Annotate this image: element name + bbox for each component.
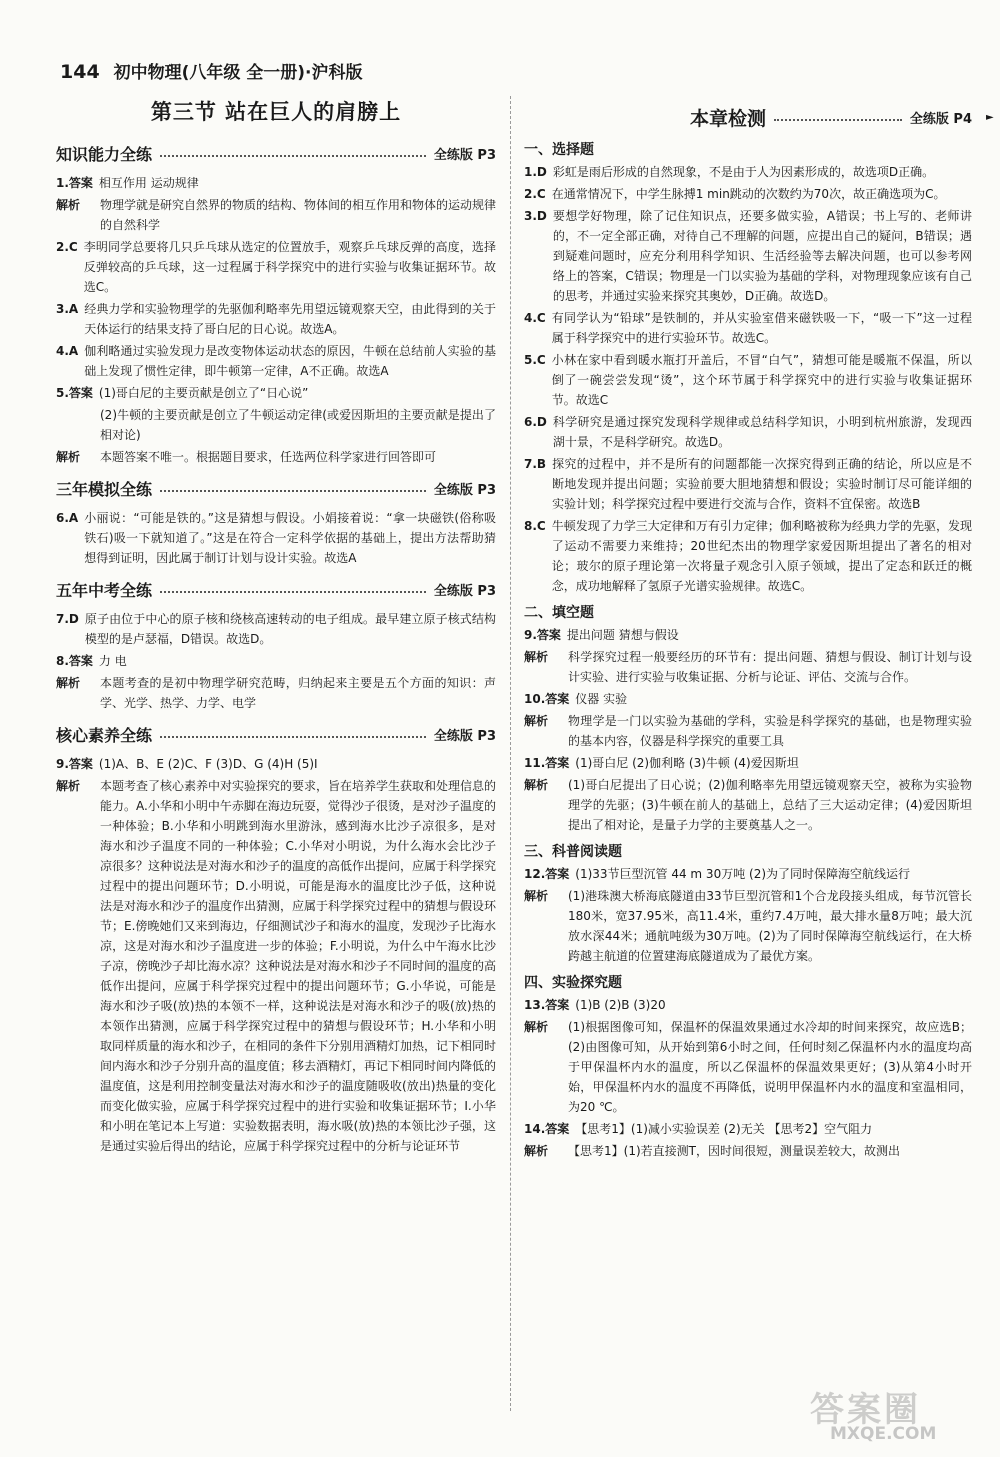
answer-label: 11.答案 [524, 756, 570, 770]
answer-label: 解析 [524, 1144, 549, 1158]
band-title: 本章检测 [690, 108, 767, 130]
answer-label: 解析 [56, 450, 81, 464]
three-year-answers [56, 508, 496, 568]
answer-label: 解析 [524, 650, 549, 664]
answer-label: 9.答案 [524, 628, 561, 642]
answer-text: 牛顿发现了力学三大定律和万有引力定律；伽利略被称为经典力学的先驱，发现了运动不需要力来维持；20世纪杰出的物理学家爱因斯坦提出了著名的相对论；玻尔的原子理论第一次将量子观念引入原子领域，提出了定态和跃迁的概念，成功地解释了氢原子光谱实验规律。故选C。 [551, 519, 972, 593]
band-chapter-test [524, 104, 972, 131]
answer-item [56, 609, 496, 649]
band-title: 三年模拟全练 [56, 480, 153, 499]
watermark-url: MXQE.COM [830, 1424, 937, 1444]
dotted-rule [774, 119, 902, 121]
dotted-rule [160, 490, 426, 492]
answer-item [56, 195, 496, 235]
answer-label: 解析 [56, 779, 81, 793]
answer-item [56, 383, 496, 403]
answer-text: 小丽说：“可能是铁的。”这是猜想与假设。小娟接着说：“拿一块磁铁(俗称吸铁石)吸一下就知道了。”这是在符合一定科学依据的基础上，提出方法帮助猜想得到证明，因此属于制订计划与设计实验。故选A [84, 511, 496, 565]
answer-label: 解析 [524, 1020, 549, 1034]
answer-label: 解析 [524, 714, 549, 728]
answer-text: 本题答案不唯一。根据题目要求，任选两位科学家进行回答即可 [100, 450, 437, 464]
answer-text: 探究的过程中，并不是所有的问题都能一次探究得到正确的结论，所以应是不断地发现并提出问题；实验前要大胆地猜想和假设；实验时制订尽可能详细的实验计划；科学探究过程中要进行交流与合作，资料不宜保密。故选B [552, 457, 972, 511]
answer-label: 2.C [56, 240, 78, 254]
band-ref: 全练版 P3 [433, 483, 496, 498]
knowledge-answers [56, 173, 496, 467]
answer-label: 3.D [524, 209, 547, 223]
answer-text: (1)B (2)B (3)20 [575, 998, 666, 1012]
book-title: 初中物理(八年级 全一册)·沪科版 [113, 63, 363, 83]
answer-label: 7.D [56, 612, 79, 626]
answer-text: 小林在家中看到暖水瓶打开盖后，不冒“白气”，猜想可能是暖瓶不保温，所以倒了一碗尝尝发现“烫”，这个环节属于科学探究中的进行实验与收集证据环节。故选C [551, 353, 972, 407]
answer-label: 8.C [524, 519, 546, 533]
part-heading: 二、填空题 [524, 605, 594, 621]
answer-item [524, 689, 972, 709]
answer-text: (1)A、B、E (2)C、F (3)D、G (4)H (5)I [98, 757, 318, 771]
answer-item [524, 1017, 972, 1117]
answer-text: 科学研究是通过探究发现科学规律或总结科学知识，小明到杭州旅游，发现西湖十景，不是科学研究。故选D。 [552, 415, 972, 449]
answer-item [524, 454, 972, 514]
dotted-rule [160, 155, 426, 157]
band-five-year [56, 578, 496, 601]
answer-label: 解析 [524, 889, 549, 903]
answer-item [524, 308, 972, 348]
fill-answers [524, 625, 972, 835]
core-answers [56, 754, 496, 1156]
answer-item [524, 864, 972, 884]
answer-text: 【思考1】(1)减小实验误差 (2)无关 【思考2】空气阻力 [575, 1122, 873, 1136]
answer-text: 本题考查了核心素养中对实验探究的要求，旨在培养学生获取和处理信息的能力。A.小华和小明中午赤脚在海边玩耍，觉得沙子很烫，是对沙子温度的一种体验；B.小华和小明跳到海水里游泳，感到海水比沙子凉很多，是对海水和沙子温度不同的一种体验；C.小华对小明说，为什么海水会比沙子凉很多？这种说法是对海水和沙子的温度的高低作出提问，应属于科学探究过程中的提出问题环节；D.小明说，可能是海水的温度比沙子低，这种说法是对海水和沙子的温度作出猜测，应属于科学探究过程中的猜想与假设环节；E.傍晚她们又来到海边，仔细测试沙子和海水的温度，发现沙子比海水凉，这是对海水和沙子温度进一步的体验；F.小明说，为什么中午海水比沙子凉，傍晚沙子却比海水凉？这种说法是对海水和沙子不同时间的温度的高低作出提问，应属于科学探究过程中的提出问题环节；G.小华说，可能是海水和沙子吸(放)热的本领不一样，这种说法是对海水和沙子的吸(放)热的本领作出猜测，应属于科学探究过程中的猜想与假设环节；H.小华和小明取同样质量的海水和沙子，在相同的条件下分别用酒精灯加热，记下相同时间内海水和沙子分别升高的温度值；移去酒精灯，再记下相同时间内降低的温度值，这是利用控制变量法对海水和沙子的温度随吸收(放出)热量的变化而变化做实验，应属于科学探究过程中的进行实验和收集证据环节；I.小华和小明在笔记本上写道：实验数据表明，海水吸(放)热的本领比沙子强，这是通过实验后得出的结论，应属于科学探究过程中的分析与论证环节 [100, 779, 497, 1153]
answer-item [56, 237, 496, 297]
answer-text: 在通常情况下，中学生脉搏1 min跳动的次数约为70次，故正确选项为C。 [551, 187, 946, 201]
left-column [56, 96, 496, 1158]
answer-item [524, 775, 972, 835]
answer-text: 物理学是一门以实验为基础的学科，实验是科学探究的基础，也是物理实验的基本内容，仪器是科学探究的重要工具 [568, 714, 972, 748]
answer-item [524, 1119, 972, 1139]
part-heading: 一、选择题 [524, 142, 594, 158]
answer-text: (1)哥白尼 (2)伽利略 (3)牛顿 (4)爱因斯坦 [575, 756, 799, 770]
band-ref: 全练版 P3 [433, 584, 496, 599]
answer-text: 本题考查的是初中物理学研究范畴，归纳起来主要是五个方面的知识：声学、光学、热学、力学、电学 [100, 676, 496, 710]
answer-label [56, 405, 94, 445]
answer-item [56, 673, 496, 713]
watermark-logo: 答案圈 [810, 1390, 921, 1430]
part-heading: 四、实验探究题 [524, 975, 622, 991]
answer-item [56, 299, 496, 339]
section-title: 第三节 站在巨人的肩膀上 [150, 100, 402, 124]
answer-item [56, 754, 496, 774]
experiment-answers [524, 995, 972, 1161]
answer-label: 3.A [56, 302, 79, 316]
answer-label: 14.答案 [524, 1122, 570, 1136]
answer-item [524, 516, 972, 596]
answer-item [524, 647, 972, 687]
band-ref: 全练版 P3 [433, 148, 496, 163]
answer-label: 9.答案 [56, 757, 93, 771]
answer-text: 【思考1】(1)若直接测T，因时间很短，测量误差较大，故测出 [568, 1144, 900, 1158]
answer-item [56, 173, 496, 193]
band-core [56, 723, 496, 746]
column-divider [510, 96, 511, 1411]
answer-item [524, 350, 972, 410]
page-number: 144 [60, 61, 100, 83]
answer-label: 解析 [524, 778, 549, 792]
answer-text: 彩虹是雨后形成的自然现象，不是由于人为因素形成的，故选项D正确。 [552, 165, 935, 179]
answer-text: 伽利略通过实验发现力是改变物体运动状态的原因，牛顿在总结前人实验的基础上发现了惯性定律，即牛顿第一定律，A不正确。故选A [84, 344, 496, 378]
answer-item [524, 206, 972, 306]
reading-answers [524, 864, 972, 966]
answer-item [524, 412, 972, 452]
answer-text: 力 电 [98, 654, 127, 668]
answer-label: 2.C [524, 187, 546, 201]
dotted-rule [160, 591, 426, 593]
answer-item [524, 886, 972, 966]
answer-text: 李明同学总要将几只乒乓球从选定的位置放手，观察乒乓球反弹的高度，选择反弹较高的乒乓球，这一过程属于科学探究中的进行实验与收集证据环节。故选C。 [83, 240, 496, 294]
part-heading: 三、科普阅读题 [524, 844, 622, 860]
answer-item [524, 184, 972, 204]
answer-label: 解析 [56, 198, 81, 212]
answer-item [56, 405, 496, 445]
band-title: 核心素养全练 [56, 726, 153, 745]
band-title: 五年中考全练 [56, 581, 153, 600]
answer-label: 解析 [56, 676, 81, 690]
answer-text: 科学探究过程一般要经历的环节有：提出问题、猜想与假设、制订计划与设计实验、进行实验与收集证据、分析与论证、评估、交流与合作。 [568, 650, 972, 684]
band-knowledge [56, 142, 496, 165]
page-header [60, 58, 363, 83]
answer-label: 12.答案 [524, 867, 570, 881]
answer-text: 要想学好物理，除了记住知识点，还要多做实验，A错误；书上写的、老师讲的，不一定全部正确，对待自己不理解的问题，应提出自己的疑问，B错误；遇到疑难问题时，应充分利用科学知识、生活经验等去解决问题，也可以参考网络上的答案，C错误；物理是一门以实验为基础的学科，对物理现象应该有自己的思考，并通过实验来探究其奥妙，D正确。故选D。 [552, 209, 972, 303]
answer-label: 4.A [56, 344, 79, 358]
answer-text: (2)牛顿的主要贡献是创立了牛顿运动定律(或爱因斯坦的主要贡献是提出了相对论) [100, 408, 496, 442]
band-ref: 全练版 P3 [433, 729, 496, 744]
answer-text: 有同学认为“铅球”是铁制的，并从实验室借来磁铁吸一下，“吸一下”这一过程属于科学探究中的进行实验环节。故选C。 [551, 311, 972, 345]
answer-label: 7.B [524, 457, 547, 471]
answer-text: (1)港珠澳大桥海底隧道由33节巨型沉管和1个合龙段接头组成，每节沉管长180米，宽37.95米，高11.4米，重约7.4万吨，最大排水量8万吨；最大沉放水深44米；通航吨级为30万吨。(2)为了同时保障海空航线运行，在大桥跨越主航道的位置建海底隧道成为了最优方案。 [568, 889, 972, 963]
answer-item [56, 341, 496, 381]
answer-item [524, 1141, 972, 1161]
answer-label: 6.A [56, 511, 79, 525]
right-column [524, 96, 972, 1163]
answer-label: 6.D [524, 415, 547, 429]
band-three-year [56, 477, 496, 500]
answer-item [524, 995, 972, 1015]
answer-item [56, 651, 496, 671]
answer-text: (1)根据图像可知，保温杯的保温效果通过水冷却的时间来探究，故应选B；(2)由图像可知，从开始到第6小时之间，任何时刻乙保温杯内水的温度均高于甲保温杯内水的温度，所以乙保温杯的保温效果更好；(3)从第4小时开始，甲保温杯内水的温度不再降低，说明甲保温杯内水的温度和室温相同，为20 ℃。 [568, 1020, 972, 1114]
answer-text: (1)33节巨型沉管 44 m 30万吨 (2)为了同时保障海空航线运行 [575, 867, 911, 881]
answer-item [524, 711, 972, 751]
band-title: 知识能力全练 [56, 145, 153, 164]
answer-text: 仪器 实验 [575, 692, 628, 706]
edge-mark: ► [986, 112, 994, 123]
five-year-answers [56, 609, 496, 713]
answer-item [56, 447, 496, 467]
answer-text: 物理学就是研究自然界的物质的结构、物体间的相互作用和物体的运动规律的自然科学 [100, 198, 497, 232]
answer-label: 5.C [524, 353, 546, 367]
answer-text: (1)哥白尼的主要贡献是创立了“日心说” [98, 386, 309, 400]
answer-text: 相互作用 运动规律 [98, 176, 199, 190]
answer-label: 5.答案 [56, 386, 93, 400]
answer-item [524, 753, 972, 773]
answer-label: 1.答案 [56, 176, 93, 190]
answer-item [56, 776, 496, 1156]
answer-label: 4.C [524, 311, 546, 325]
answer-label: 10.答案 [524, 692, 570, 706]
answer-item [524, 162, 972, 182]
dotted-rule [160, 736, 426, 738]
answer-text: 经典力学和实验物理学的先驱伽利略率先用望远镜观察天空，由此得到的关于天体运行的结果支持了哥白尼的日心说。故选A。 [84, 302, 496, 336]
answer-item [524, 625, 972, 645]
answer-text: 提出问题 猜想与假设 [566, 628, 679, 642]
answer-item [56, 508, 496, 568]
answer-label: 1.D [524, 165, 547, 179]
answer-text: (1)哥白尼提出了日心说；(2)伽利略率先用望远镜观察天空，被称为实验物理学的先驱；(3)牛顿在前人的基础上，总结了三大运动定律；(4)爱因斯坦提出了相对论，是量子力学的主要奠基人之一。 [568, 778, 972, 832]
choice-answers [524, 162, 972, 596]
answer-label: 13.答案 [524, 998, 570, 1012]
answer-label: 8.答案 [56, 654, 93, 668]
band-ref: 全练版 P4 [909, 112, 972, 127]
answer-text: 原子由位于中心的原子核和绕核高速转动的电子组成。最早建立原子核式结构模型的是卢瑟福，D错误。故选D。 [84, 612, 496, 646]
